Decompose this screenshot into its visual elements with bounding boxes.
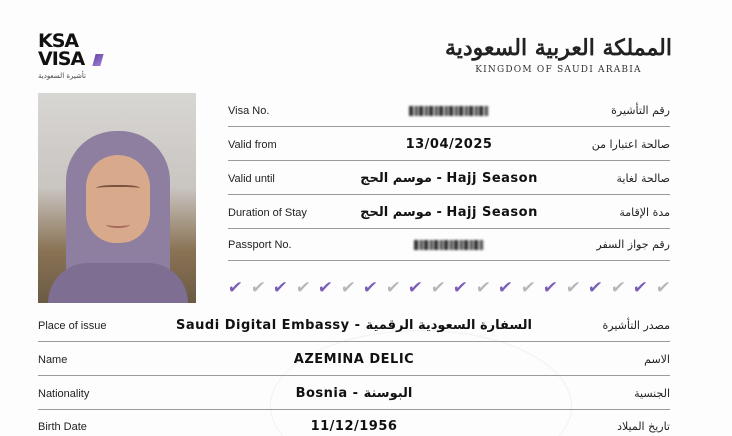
- logo-check-mark-icon: [92, 54, 103, 66]
- field-label-en: Valid until: [228, 173, 275, 185]
- security-check-icon: ✔: [586, 278, 604, 298]
- field-row-passport-no: [228, 232, 670, 261]
- field-row-name: [38, 347, 670, 376]
- security-check-icon: ✔: [249, 278, 267, 298]
- field-label-en: Name: [38, 354, 68, 366]
- field-label-en: Visa No.: [228, 105, 270, 117]
- security-check-icon: ✔: [474, 278, 492, 298]
- field-label-en: Birth Date: [38, 421, 87, 433]
- field-label-ar: رقم التأشيرة: [611, 104, 670, 117]
- field-value: Bosnia - البوسنة: [295, 386, 413, 401]
- field-label-ar: مدة الإقامة: [619, 206, 670, 219]
- field-row-valid-until: [228, 166, 670, 195]
- field-value: 11/12/1956: [310, 419, 398, 434]
- holder-photo: [38, 93, 196, 303]
- photo-shoulders: [48, 263, 188, 303]
- field-label-ar: تاريخ الميلاد: [617, 420, 670, 433]
- field-value-redacted: [228, 102, 670, 119]
- field-value: موسم الحج - Hajj Season: [360, 205, 538, 220]
- security-check-icon: ✔: [226, 278, 244, 298]
- security-check-icon: ✔: [384, 278, 402, 298]
- photo-eyes: [96, 185, 140, 193]
- field-row-birth-date: [38, 414, 670, 436]
- field-value: AZEMINA DELIC: [293, 352, 415, 367]
- security-check-icon: ✔: [316, 278, 334, 298]
- security-check-icon: ✔: [519, 278, 537, 298]
- field-row-place-of-issue: [38, 313, 670, 342]
- security-check-icon: ✔: [564, 278, 582, 298]
- field-label-ar: الجنسية: [634, 387, 670, 400]
- security-check-strip: [228, 278, 670, 298]
- security-check-icon: ✔: [631, 278, 649, 298]
- field-row-valid-from: [228, 132, 670, 161]
- field-value: 13/04/2025: [405, 137, 493, 152]
- ksa-visa-logo: [38, 32, 108, 84]
- kingdom-arabic-title: المملكة العربية السعودية: [444, 35, 672, 61]
- kingdom-header: [445, 34, 672, 76]
- field-value: Saudi Digital Embassy - السفارة السعودية الرقمية: [176, 318, 532, 333]
- security-check-icon: ✔: [271, 278, 289, 298]
- field-row-duration: [228, 200, 670, 229]
- field-label-en: Passport No.: [228, 239, 292, 251]
- security-check-icon: ✔: [361, 278, 379, 298]
- photo-mouth: [106, 221, 130, 228]
- field-label-en: Place of issue: [38, 320, 107, 332]
- security-check-icon: ✔: [339, 278, 357, 298]
- security-check-icon: ✔: [541, 278, 559, 298]
- security-check-icon: ✔: [496, 278, 514, 298]
- field-value: موسم الحج - Hajj Season: [360, 171, 538, 186]
- field-label-ar: صالحة اعتبارا من: [591, 138, 670, 151]
- field-row-nationality: [38, 381, 670, 410]
- security-check-icon: ✔: [429, 278, 447, 298]
- security-check-icon: ✔: [654, 278, 672, 298]
- field-label-ar: رقم جواز السفر: [596, 238, 670, 251]
- field-label-ar: مصدر التأشيرة: [602, 319, 670, 332]
- field-row-visa-no: [228, 98, 670, 127]
- security-check-icon: ✔: [451, 278, 469, 298]
- field-label-en: Valid from: [228, 139, 277, 151]
- field-label-en: Nationality: [38, 388, 90, 400]
- photo-face: [86, 155, 150, 243]
- logo-subtitle: تأشيرة السعودية: [38, 72, 86, 80]
- security-check-icon: ✔: [294, 278, 312, 298]
- field-label-en: Duration of Stay: [228, 207, 307, 219]
- security-check-icon: ✔: [609, 278, 627, 298]
- security-check-icon: ✔: [406, 278, 424, 298]
- field-label-ar: صالحة لغاية: [616, 172, 670, 185]
- field-label-ar: الاسم: [644, 353, 670, 366]
- logo-ksa-text: KSA: [38, 30, 79, 52]
- kingdom-english-title: KINGDOM OF SAUDI ARABIA: [475, 65, 642, 75]
- logo-visa-text: VISA: [38, 48, 85, 70]
